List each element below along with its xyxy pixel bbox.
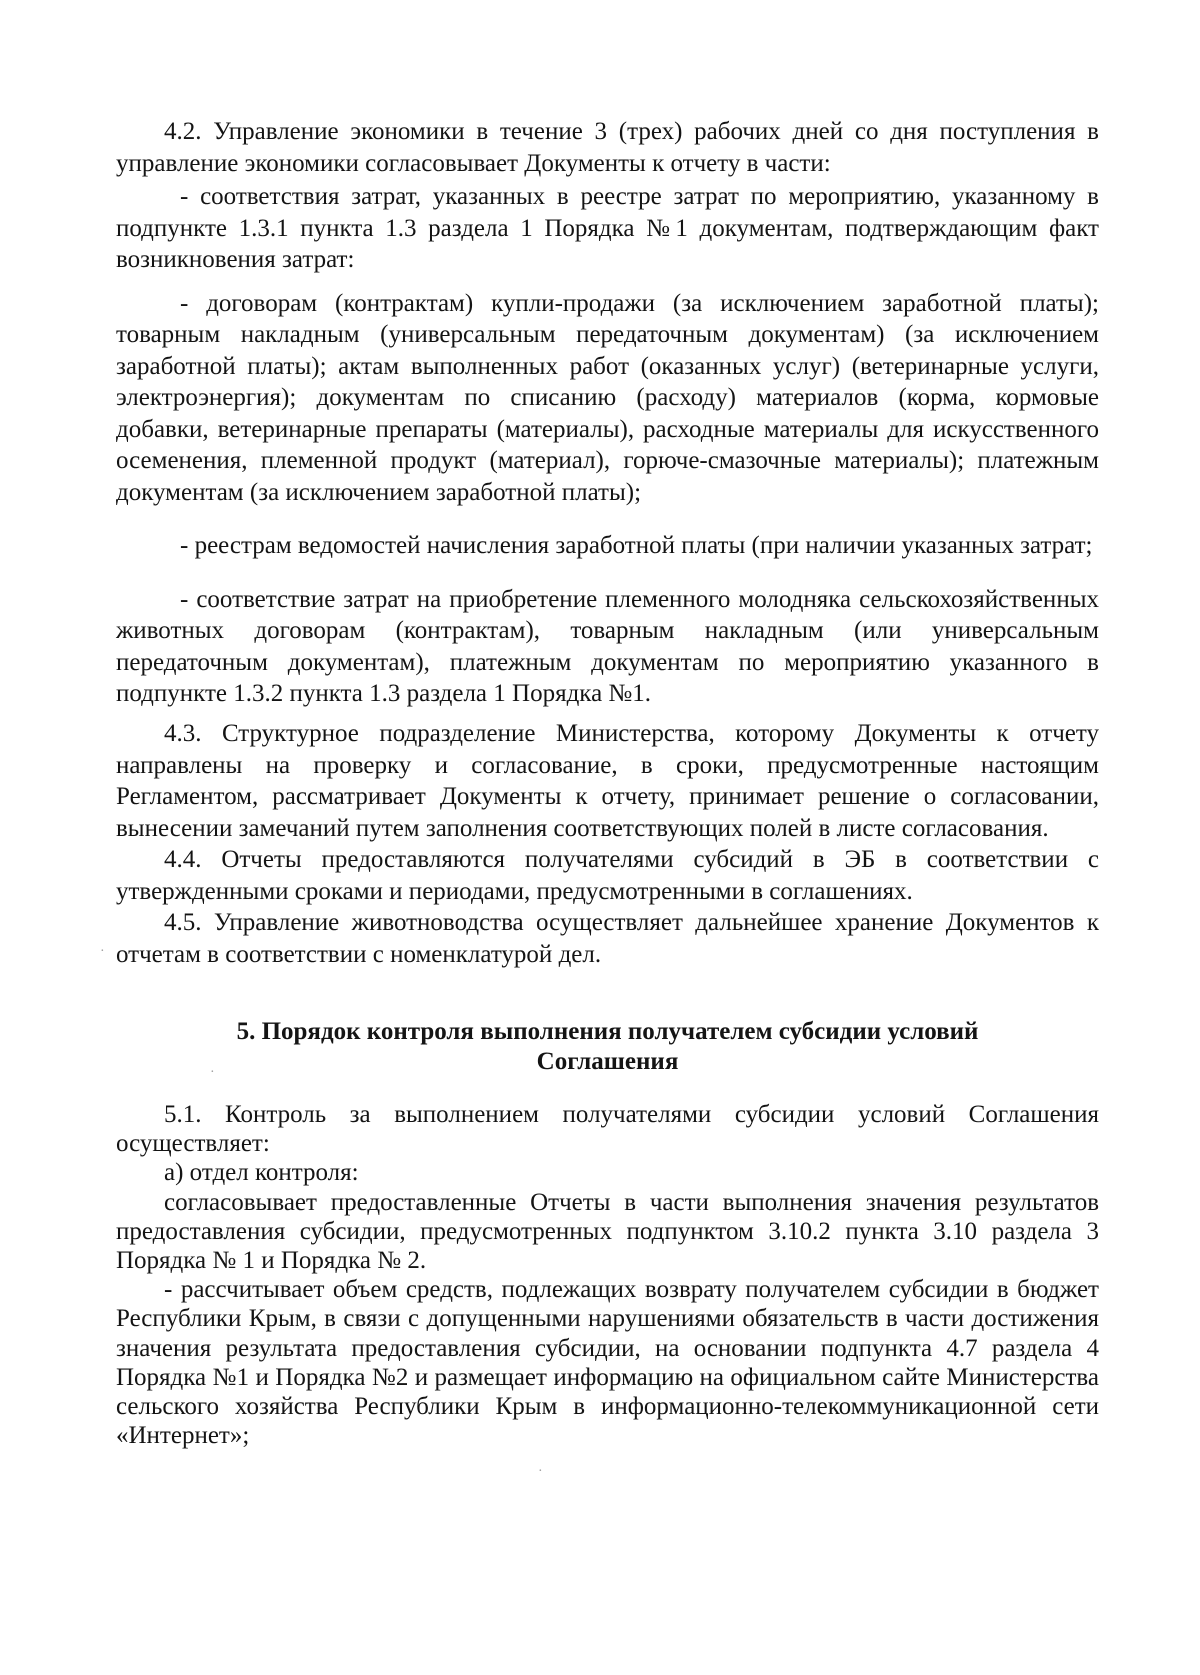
section-4-3-to-4-5: [116, 718, 1099, 970]
paragraph-4-4: 4.4. Отчеты предоставляются получателями субсидий в ЭБ в соответствии с утвержденными сроками и периодами, предусмотренными в соглашениях.: [116, 846, 1099, 905]
paragraph-5-1-control-dept: а) отдел контроля:: [164, 1159, 359, 1187]
scan-speck: ·: [210, 1065, 215, 1080]
paragraph-5-1-intro: 5.1. Контроль за выполнением получателями субсидии условий Соглашения осуществляет:: [116, 1101, 1099, 1158]
scan-speck: ·: [538, 1464, 543, 1479]
paragraph-5-1-calculates: - рассчитывает объем средств, подлежащих возврату получателем субсидии в бюджет Республики Крым, в связи с допущенными нарушениями обязательств в части достижения значения результата предоставления субсидии, на основании подпункта 4.7 раздела 4 Порядка №1 и Порядка №2 и размещает информацию на официальном сайте Министерства сельского хозяйства Республики Крым в информационно-телекоммуникационной сети «Интернет»;: [116, 1276, 1099, 1450]
paragraph-5-1-approves: согласовывает предоставленные Отчеты в части выполнения значения результатов предоставления субсидии, предусмотренных подпунктом 3.10.2 пункта 3.10 раздела 3 Порядка № 1 и Порядка № 2.: [116, 1188, 1099, 1275]
section-5-1: [116, 1100, 1099, 1450]
paragraph-4-3: 4.3. Структурное подразделение Министерства, которому Документы к отчету направлены на проверку и согласование, в сроки, предусмотренные настоящим Регламентом, рассматривает Документы к отчету, принимает решение о согласовании, вынесении замечаний путем заполнения соответствующих полей в листе согласования.: [116, 720, 1099, 842]
paragraph-4-2-livestock: - соответствие затрат на приобретение племенного молодняка сельскохозяйственных животных договорам (контрактам), товарным накладным (или универсальным передаточным документам), платежным документам по мероприятию указанного в подпункте 1.3.2 пункта 1.3 раздела 1 Порядка №1.: [116, 585, 1099, 707]
section-5-heading-line-2: Соглашения: [536, 1048, 679, 1075]
section-5-heading: [116, 1017, 1099, 1077]
section-5-heading-line-1: 5. Порядок контроля выполнения получателем субсидии условий: [236, 1018, 979, 1045]
paragraph-4-2-payroll: - реестрам ведомостей начисления заработной платы (при наличии указанных затрат;: [180, 532, 1093, 559]
paragraph-4-5: 4.5. Управление животноводства осуществляет дальнейшее хранение Документов к отчетам в соответствии с номенклатурой дел.: [116, 909, 1099, 968]
paragraph-4-2-costs-compliance: - соответствия затрат, указанных в реестре затрат по мероприятию, указанному в подпункте 1.3.1 пункта 1.3 раздела 1 Порядка №1 документам, подтверждающим факт возникновения затрат:: [116, 183, 1099, 273]
scan-speck: ·: [100, 944, 105, 959]
paragraph-4-2-contracts: - договорам (контрактам) купли-продажи (за исключением заработной платы); товарным накладным (универсальным передаточным документам) (за исключением заработной платы); актам выполненных работ (оказанных услуг) (ветеринарные услуги, электроэнергия); документам по списанию (расходу) материалов (корма, кормовые добавки, ветеринарные препараты (материалы), расходные материалы для искусственного осеменения, племенной продукт (материал), горюче-смазочные материалы); платежным документам (за исключением заработной платы);: [116, 289, 1099, 506]
paragraph-4-2-intro: 4.2. Управление экономики в течение 3 (трех) рабочих дней со дня поступления в управление экономики согласовывает Документы к отчету в части:: [116, 118, 1099, 177]
section-4-2: [116, 116, 1099, 710]
